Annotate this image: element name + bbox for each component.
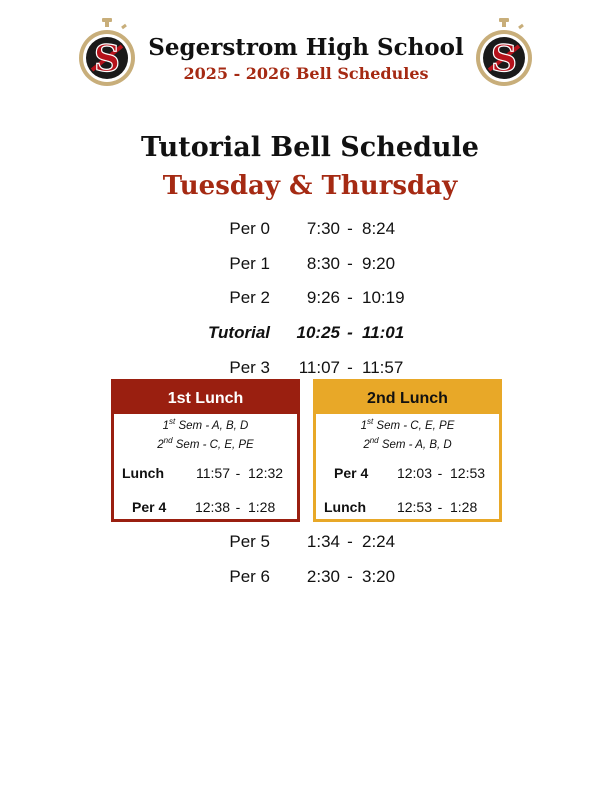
period-label: Per 2 [229, 288, 270, 307]
first-lunch-sem1: 1st Sem - A, B, D [162, 417, 249, 432]
period-label: Tutorial [207, 323, 270, 342]
period-dash: - [347, 219, 353, 238]
lunch-row-label: Per 4 [132, 499, 167, 515]
first-lunch-box [111, 379, 300, 522]
lunch-row-end: 12:32 [248, 465, 284, 481]
period-end: 11:57 [362, 358, 404, 377]
second-lunch-sem2: 2nd Sem - A, B, D [363, 436, 452, 451]
period-start: 7:30 [306, 219, 340, 238]
second-lunch-box [313, 379, 502, 522]
lunch-row-end: 1:28 [450, 499, 478, 515]
svg-text:S: S [491, 38, 517, 80]
second-lunch-sem1: 1st Sem - C, E, PE [360, 417, 455, 432]
period-dash: - [347, 532, 353, 551]
lunch-row-dash: - [437, 499, 443, 515]
lunch-row-start: 12:53 [396, 499, 432, 515]
period-start: 8:30 [306, 254, 340, 273]
second-lunch-row-per4 [316, 462, 499, 484]
period-row-per6 [0, 565, 612, 589]
period-label: Per 1 [229, 254, 270, 273]
period-row-per2 [0, 286, 612, 310]
lunch-row-dash: - [437, 465, 443, 481]
period-row-tutorial [0, 321, 612, 345]
lunch-row-dash: - [235, 499, 241, 515]
svg-text:S: S [94, 38, 120, 80]
first-lunch-row-lunch [114, 462, 297, 484]
period-end: 11:01 [362, 323, 405, 342]
period-start: 2:30 [306, 567, 340, 586]
period-dash: - [347, 567, 353, 586]
school-logo-left-icon [78, 18, 136, 90]
lunch-row-label: Per 4 [334, 465, 369, 481]
period-label: Per 5 [229, 532, 270, 551]
school-year: 2025 - 2026 Bell Schedules [183, 64, 429, 83]
period-dash: - [347, 323, 353, 342]
period-start: 1:34 [306, 532, 340, 551]
period-row-per1 [0, 252, 612, 276]
period-end: 8:24 [362, 219, 396, 238]
lunch-row-end: 1:28 [248, 499, 276, 515]
second-lunch-row-lunch [316, 496, 499, 518]
period-start: 10:25 [296, 323, 340, 342]
lunch-row-dash: - [235, 465, 241, 481]
page-header [130, 34, 482, 85]
period-dash: - [347, 288, 353, 307]
lunch-row-start: 11:57 [196, 465, 230, 481]
period-end: 9:20 [362, 254, 396, 273]
period-label: Per 3 [229, 358, 270, 377]
lunch-row-start: 12:03 [396, 465, 432, 481]
schedule-days: Tuesday & Thursday [162, 171, 458, 201]
first-lunch-row-per4 [114, 496, 297, 518]
school-name: Segerstrom High School [148, 34, 464, 61]
second-lunch-title: 2nd Lunch [316, 382, 499, 414]
period-label: Per 6 [229, 567, 270, 586]
period-dash: - [347, 254, 353, 273]
period-start: 9:26 [306, 288, 340, 307]
school-logo-right-icon [475, 18, 533, 90]
period-row-per3 [0, 356, 612, 380]
period-row-per0 [0, 217, 612, 241]
lunch-row-end: 12:53 [450, 465, 486, 481]
period-label: Per 0 [229, 219, 270, 238]
first-lunch-sem2: 2nd Sem - C, E, PE [157, 436, 254, 451]
lunch-row-label: Lunch [122, 465, 164, 481]
period-end: 3:20 [362, 567, 396, 586]
lunch-row-start: 12:38 [194, 499, 230, 515]
period-dash: - [347, 358, 353, 377]
period-row-per5 [0, 530, 612, 554]
period-start: 11:07 [298, 358, 340, 377]
schedule-title: Tutorial Bell Schedule [141, 132, 479, 163]
period-end: 2:24 [362, 532, 396, 551]
period-end: 10:19 [362, 288, 405, 307]
first-lunch-title: 1st Lunch [114, 382, 297, 414]
lunch-row-label: Lunch [324, 499, 366, 515]
